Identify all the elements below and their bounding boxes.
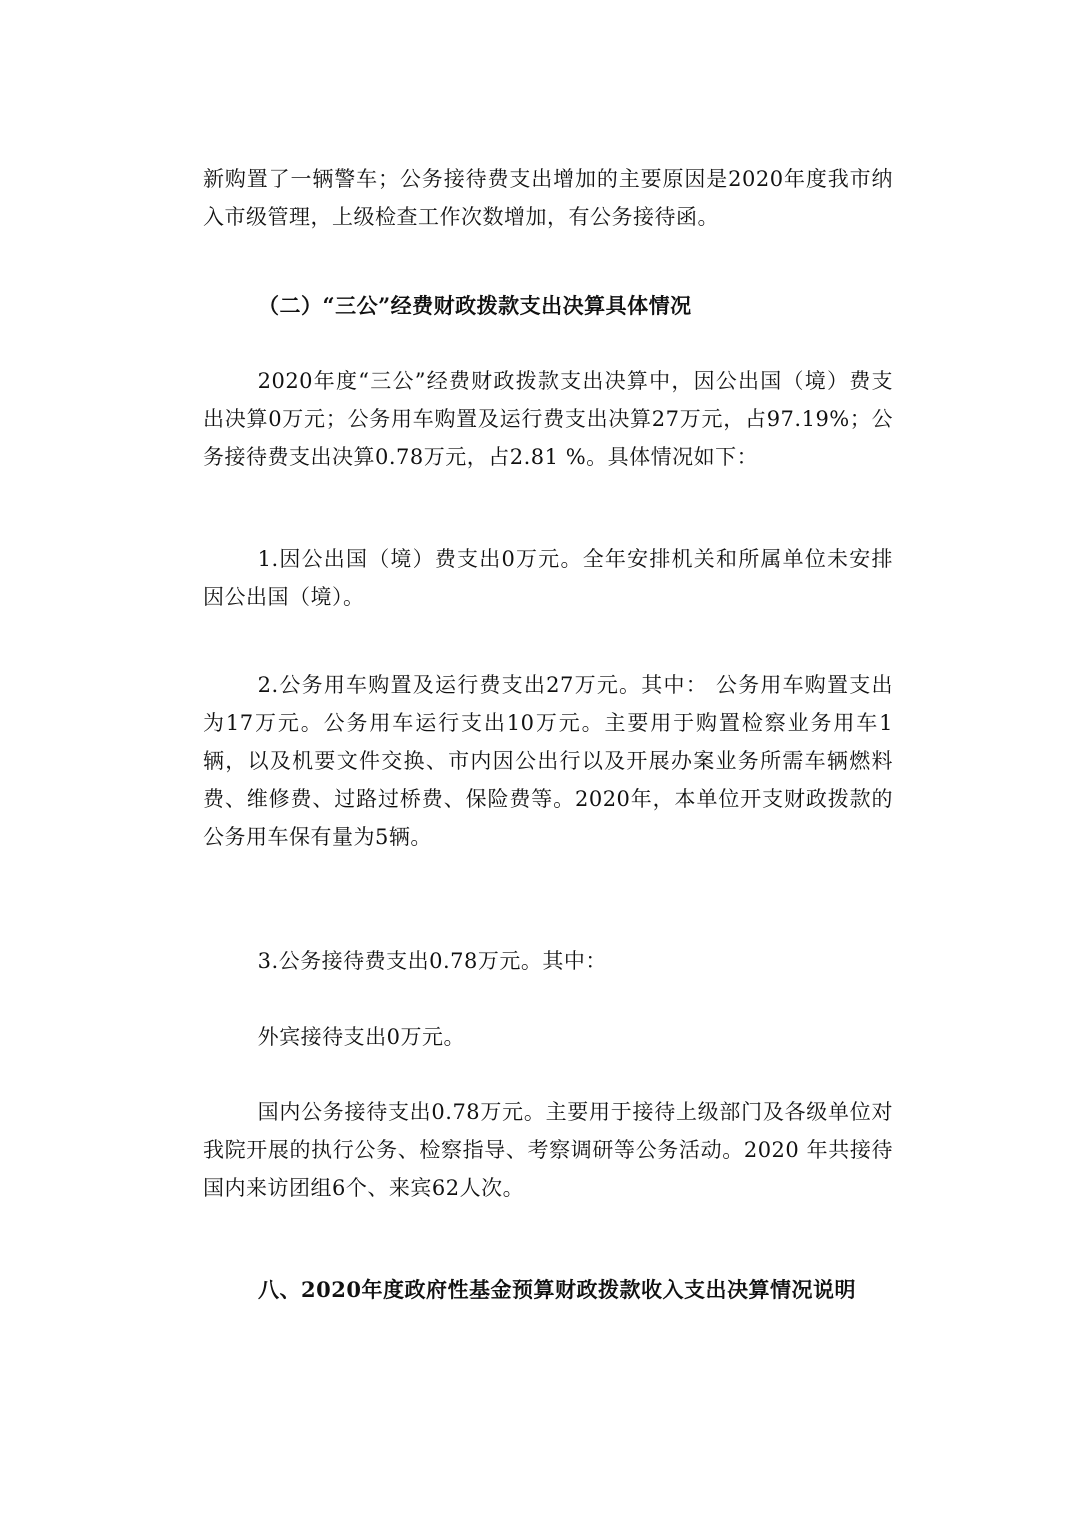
paragraph-domestic-reception <box>203 1093 893 1207</box>
paragraph-text: 新购置了一辆警车；公务接待费支出增加的主要原因是2020年度我市纳入市级管理，上级检查工作次数增加，有公务接待函。 <box>203 167 893 229</box>
paragraph-text: 国内公务接待支出0.78万元。主要用于接待上级部门及各级单位对我院开展的执行公务、检察指导、考察调研等公务活动。2020 年共接待国内来访团组6个、来宾62人次。 <box>203 1100 893 1200</box>
paragraph-item-3 <box>203 942 893 980</box>
paragraph-item-1 <box>203 540 893 616</box>
paragraph-text: 3.公务接待费支出0.78万元。其中： <box>257 949 607 973</box>
paragraph-item-2 <box>203 666 893 856</box>
paragraph-text: 外宾接待支出0万元。 <box>257 1025 465 1049</box>
heading-text: （二）“三公”经费财政拨款支出决算具体情况 <box>258 293 692 318</box>
chapter-heading <box>258 1271 898 1309</box>
section-heading <box>258 287 898 325</box>
paragraph-foreign-reception <box>203 1018 893 1056</box>
paragraph-text: 2.公务用车购置及运行费支出27万元。其中： 公务用车购置支出为17万元。公务用车运行支出10万元。主要用于购置检察业务用车1辆，以及机要文件交换、市内因公出行以及开展办案业务所需车辆燃料费、维修费、过路过桥费、保险费等。2020年，本单位开支财政拨款的公务用车保有量为5辆。 <box>203 673 893 849</box>
heading-text: 八、2020年度政府性基金预算财政拨款收入支出决算情况说明 <box>258 1277 856 1302</box>
paragraph-summary <box>203 362 893 476</box>
paragraph-continuation <box>203 160 893 236</box>
paragraph-text: 2020年度“三公”经费财政拨款支出决算中，因公出国（境）费支出决算0万元；公务用车购置及运行费支出决算27万元，占97.19%；公务接待费支出决算0.78万元，占2.81 %。具体情况如下： <box>203 369 893 469</box>
paragraph-text: 1.因公出国（境）费支出0万元。全年安排机关和所属单位未安排因公出国（境）。 <box>203 547 893 609</box>
